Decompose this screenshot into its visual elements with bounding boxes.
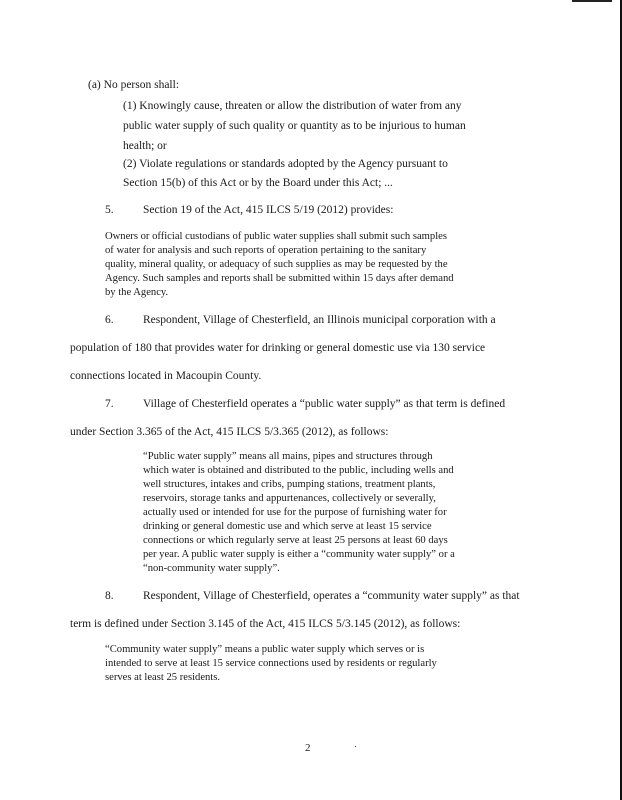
- paragraph-5-quote-line: quality, mineral quality, or adequacy of such supplies as may be requested by the: [105, 259, 448, 270]
- paragraph-7-line: under Section 3.365 of the Act, 415 ILCS 5/3.365 (2012), as follows:: [70, 426, 389, 438]
- paragraph-7-quote-line: well structures, intakes and cribs, pumping stations, treatment plants,: [143, 479, 436, 490]
- subsection-a-item2-line: Section 15(b) of this Act or by the Board under this Act; ...: [123, 177, 393, 189]
- paragraph-7-quote-line: which water is obtained and distributed to the public, including wells and: [143, 465, 454, 476]
- paragraph-5-quote-line: by the Agency.: [105, 287, 169, 298]
- paragraph-6-line: Respondent, Village of Chesterfield, an Illinois municipal corporation with a: [143, 314, 496, 326]
- paragraph-7-quote-line: “Public water supply” means all mains, pipes and structures through: [143, 451, 433, 462]
- paragraph-7-quote-line: connections or which regularly serve at least 25 persons at least 60 days: [143, 535, 448, 546]
- subsection-a-lead: (a) No person shall:: [88, 79, 180, 91]
- subsection-a-item1-line: (1) Knowingly cause, threaten or allow the distribution of water from any: [123, 100, 462, 112]
- paragraph-5-number: 5.: [105, 204, 114, 216]
- page-number: 2: [305, 742, 311, 754]
- paragraph-7-number: 7.: [105, 398, 114, 410]
- paragraph-7-quote-line: “non-community water supply”.: [143, 563, 280, 574]
- paragraph-8-quote-line: “Community water supply” means a public water supply which serves or is: [105, 644, 425, 655]
- subsection-a-item1-line: health; or: [123, 140, 167, 152]
- paragraph-5-quote-line: of water for analysis and such reports of operation pertaining to the sanitary: [105, 245, 427, 256]
- paragraph-8-number: 8.: [105, 590, 114, 602]
- paragraph-8-quote-line: serves at least 25 residents.: [105, 672, 221, 683]
- paragraph-7-quote-line: reservoirs, storage tanks and appurtenances, collectively or severally,: [143, 493, 436, 504]
- subsection-a-item1-line: public water supply of such quality or quantity as to be injurious to human: [123, 120, 466, 132]
- paragraph-6-line: connections located in Macoupin County.: [70, 370, 262, 382]
- scan-corner-mark: [572, 0, 612, 2]
- paragraph-6-number: 6.: [105, 314, 114, 326]
- paragraph-7-line: Village of Chesterfield operates a “public water supply” as that term is defined: [143, 398, 506, 410]
- paragraph-5-quote-line: Owners or official custodians of public water supplies shall submit such samples: [105, 231, 447, 242]
- paragraph-5-quote-line: Agency. Such samples and reports shall be submitted within 15 days after demand: [105, 273, 454, 284]
- paragraph-7-quote-line: per year. A public water supply is either a “community water supply” or a: [143, 549, 455, 560]
- scan-speck: [355, 746, 356, 747]
- paragraph-8-quote-line: intended to serve at least 15 service connections used by residents or regularly: [105, 658, 437, 669]
- paragraph-7-quote-line: drinking or general domestic use and which serve at least 15 service: [143, 521, 432, 532]
- paragraph-8-line: Respondent, Village of Chesterfield, operates a “community water supply” as that: [143, 590, 520, 602]
- subsection-a-item2-line: (2) Violate regulations or standards adopted by the Agency pursuant to: [123, 158, 448, 170]
- paragraph-8-line: term is defined under Section 3.145 of the Act, 415 ILCS 5/3.145 (2012), as follows:: [70, 618, 461, 630]
- paragraph-6-line: population of 180 that provides water for drinking or general domestic use via 130 service: [70, 342, 486, 354]
- paragraph-5-heading: Section 19 of the Act, 415 ILCS 5/19 (2012) provides:: [143, 204, 394, 216]
- paragraph-7-quote-line: actually used or intended for use for the purpose of furnishing water for: [143, 507, 447, 518]
